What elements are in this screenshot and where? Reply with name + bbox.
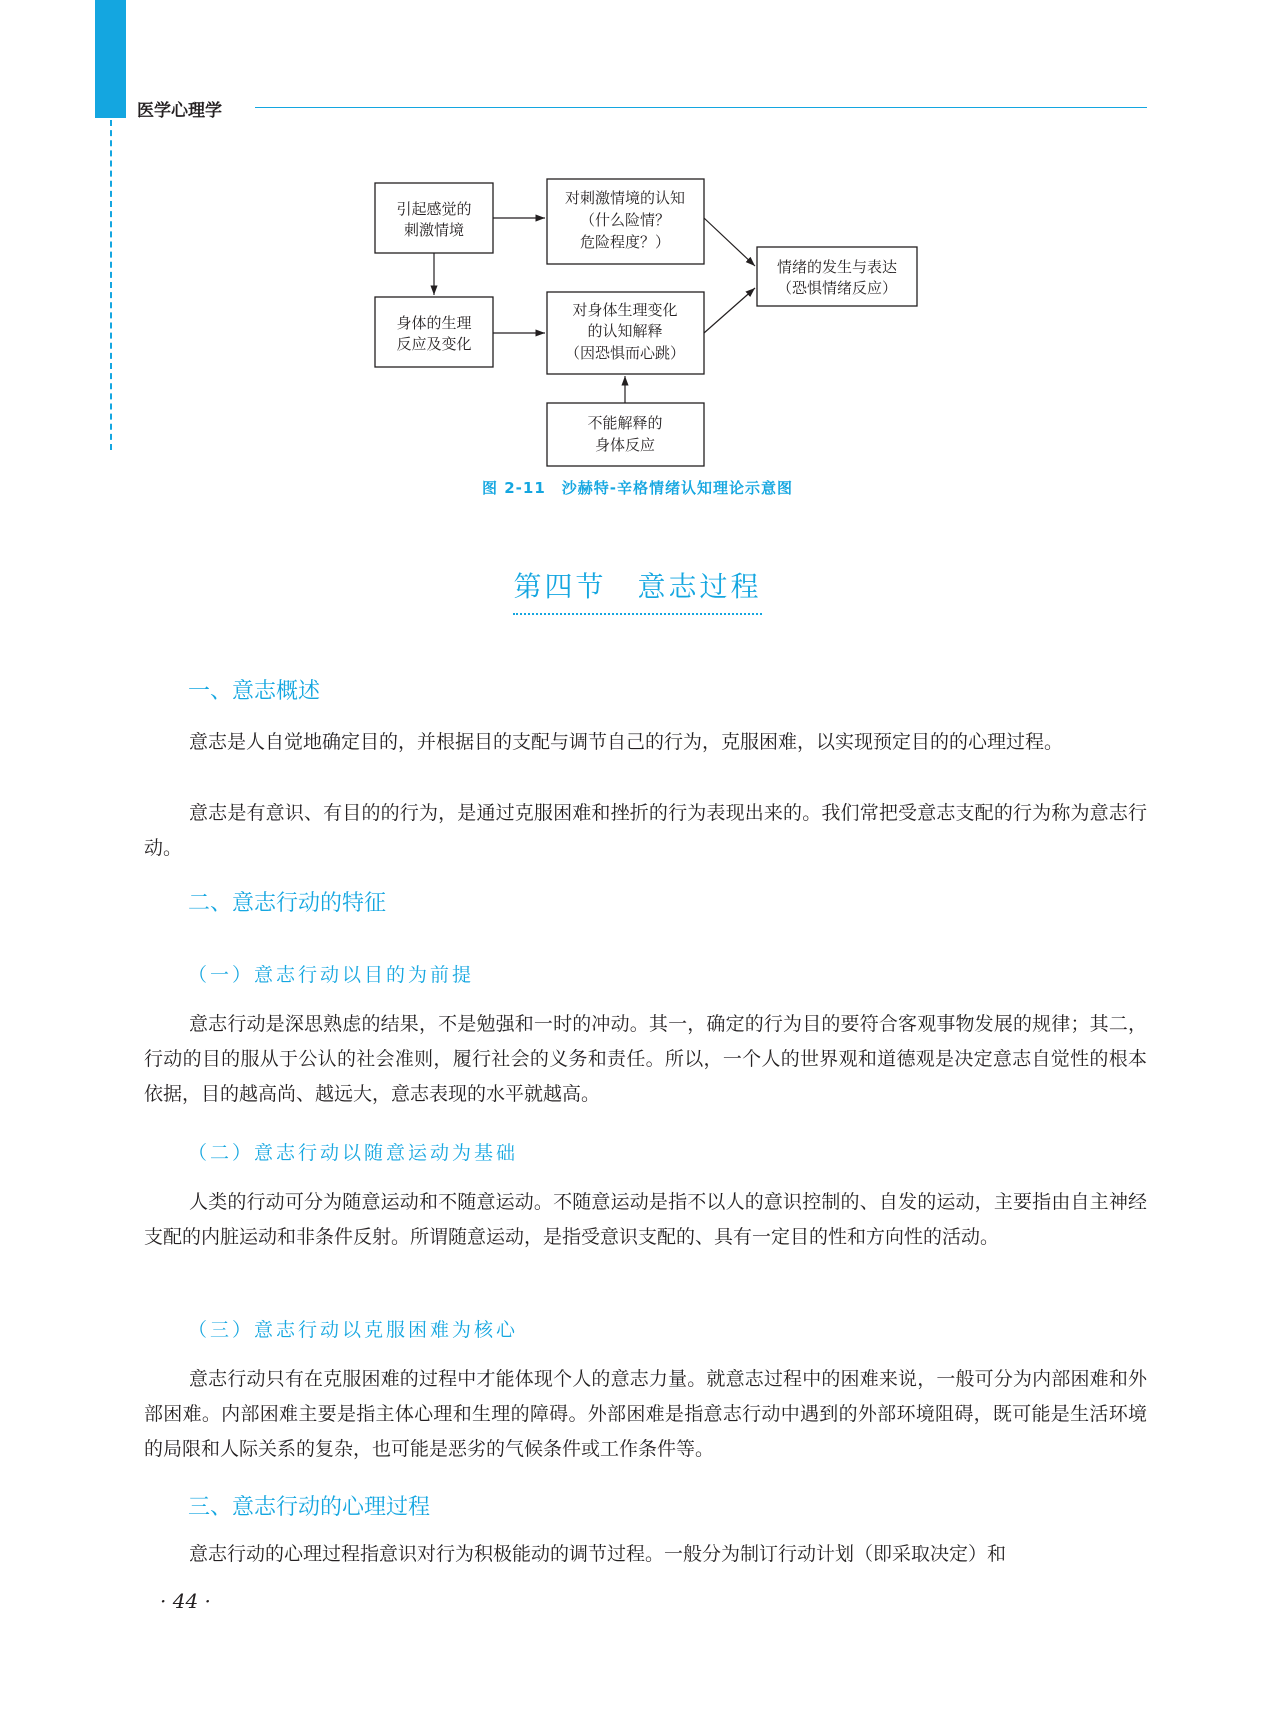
- label-stimulus-2: 刺激情境: [403, 221, 465, 239]
- page-number: · 44 ·: [160, 1589, 211, 1613]
- heading-concept: 一、意志概述: [188, 679, 321, 704]
- box-stimulus: [375, 183, 493, 253]
- paragraph-concept-2: 意志是有意识、有目的的行为，是通过克服困难和挫折的行为表现出来的。我们常把受意志支配的行为称为意志行动。: [144, 802, 1147, 859]
- label-physiology-1: 身体的生理: [396, 314, 472, 332]
- paragraph-process: 意志行动的心理过程指意识对行为积极能动的调节过程。一般分为制订行动计划（即采取决定）和: [189, 1543, 1007, 1565]
- arrow-physiology-cognition-to-emotion: [704, 288, 755, 333]
- subheading-feature-1: （一）意志行动以目的为前提: [188, 964, 475, 986]
- label-unexplained-2: 身体反应: [594, 436, 656, 454]
- subheading-feature-2: （二）意志行动以随意运动为基础: [188, 1142, 519, 1164]
- label-stimulus-1: 引起感觉的: [396, 200, 472, 218]
- label-cognition-physiology-1: 对身体生理变化: [572, 301, 678, 319]
- schachter-singer-diagram: [360, 170, 920, 474]
- label-emotion-1: 情绪的发生与表达: [776, 258, 898, 276]
- label-physiology-2: 反应及变化: [396, 335, 472, 353]
- label-emotion-2: （恐惧情绪反应）: [776, 279, 898, 297]
- paragraph-feature-2: 人类的行动可分为随意运动和不随意运动。不随意运动是指不以人的意识控制的、自发的运动，主要指由自主神经支配的内脏运动和非条件反射。所谓随意运动，是指受意识支配的、具有一定目的性和方向性的活动。: [144, 1191, 1147, 1248]
- running-header-title: 医学心理学: [137, 101, 222, 121]
- label-cognition-physiology-2: 的认知解释: [587, 322, 663, 340]
- heading-features: 二、意志行动的特征: [188, 891, 387, 916]
- header-rule: [255, 107, 1147, 108]
- arrow-cognition-to-emotion: [704, 218, 755, 266]
- paragraph-feature-3: 意志行动只有在克服困难的过程中才能体现个人的意志力量。就意志过程中的困难来说，一般可分为内部困难和外部困难。内部困难主要是指主体心理和生理的障碍。外部困难是指意志行动中遇到的外部环境阻碍，既可能是生活环境的局限和人际关系的复杂，也可能是恶劣的气候条件或工作条件等。: [144, 1368, 1147, 1460]
- box-emotion: [757, 247, 917, 306]
- label-cognition-situation-1: 对刺激情境的认知: [564, 189, 686, 207]
- label-unexplained-1: 不能解释的: [587, 414, 663, 432]
- subheading-feature-3: （三）意志行动以克服困难为核心: [188, 1319, 519, 1341]
- sidebar-dashed-line: [110, 120, 112, 450]
- section-title: 第四节 意志过程: [513, 565, 761, 615]
- box-physiology: [375, 297, 493, 367]
- sidebar-accent-bar: [95, 0, 126, 118]
- label-cognition-situation-3: 危险程度？）: [579, 233, 671, 251]
- heading-process: 三、意志行动的心理过程: [188, 1495, 431, 1520]
- figure-caption: 图 2-11 沙赫特-辛格情绪认知理论示意图: [482, 479, 793, 497]
- paragraph-feature-1: 意志行动是深思熟虑的结果，不是勉强和一时的冲动。其一，确定的行为目的要符合客观事物发展的规律；其二，行动的目的服从于公认的社会准则，履行社会的义务和责任。所以，一个人的世界观和道德观是决定意志自觉性的根本依据，目的越高尚、越远大，意志表现的水平就越高。: [144, 1013, 1147, 1105]
- label-cognition-physiology-3: （因恐惧而心跳）: [564, 344, 686, 362]
- box-unexplained: [547, 403, 704, 466]
- section-title-wrap: [0, 565, 1275, 615]
- paragraph-concept-1: 意志是人自觉地确定目的，并根据目的支配与调节自己的行为，克服困难，以实现预定目的的心理过程。: [189, 731, 1064, 753]
- label-cognition-situation-2: （什么险情？: [579, 211, 671, 229]
